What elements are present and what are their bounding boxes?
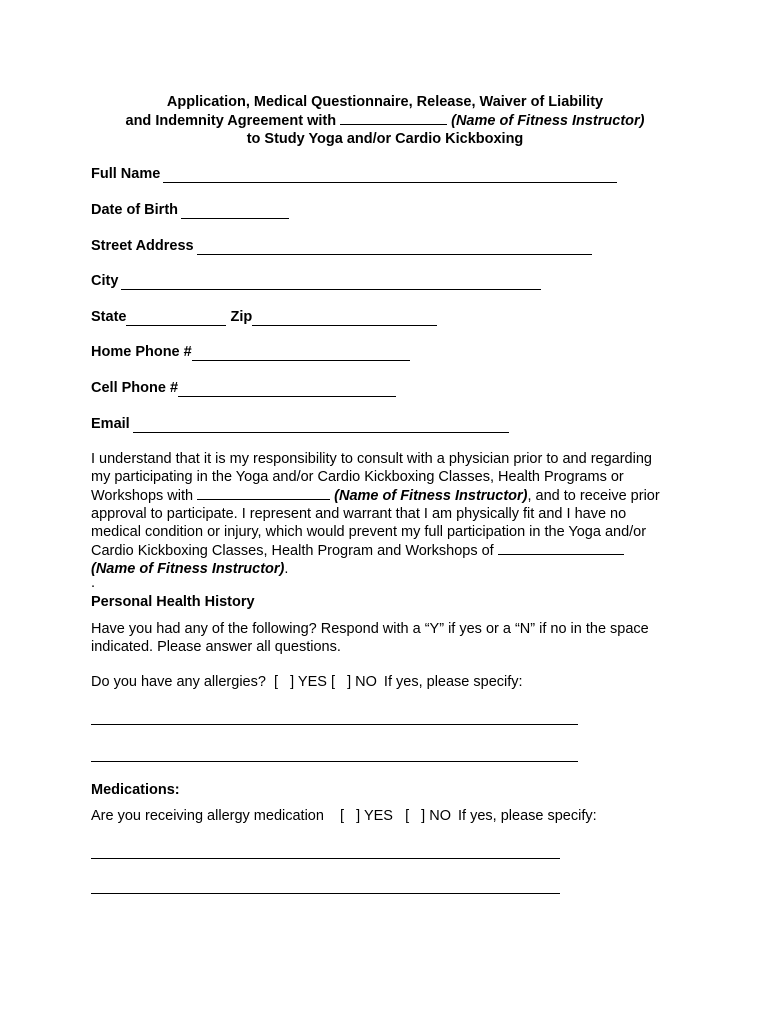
agreement-line-3-end: , and to receive prior: [527, 488, 660, 504]
agreement-line-4: approval to participate. I represent and warrant that I am physically fit and I have no: [91, 506, 627, 522]
agreement-line-2: my participating in the Yoga and/or Cardio Kickboxing Classes, Health Programs or: [91, 469, 624, 485]
date-of-birth-field: [91, 201, 289, 219]
agreement-line-6: [91, 541, 691, 560]
zip-label: Zip: [230, 309, 253, 325]
allergies-no-checkbox[interactable]: [ ]: [330, 674, 352, 690]
form-title: [0, 93, 770, 148]
agreement-line-7: [91, 560, 691, 578]
zip-input[interactable]: [252, 311, 437, 326]
cell-phone-label: Cell Phone #: [91, 380, 179, 396]
email-input[interactable]: [133, 418, 509, 433]
health-intro-line-2: indicated. Please answer all questions.: [91, 639, 341, 655]
medications-specify-line-2[interactable]: [91, 893, 560, 894]
agreement-line-3: [91, 486, 691, 505]
allergies-specify-line-2[interactable]: [91, 761, 578, 762]
agreement-instructor-name-1: (Name of Fitness Instructor): [334, 488, 528, 504]
agreement-paragraph: [91, 450, 691, 578]
title-line-3: to Study Yoga and/or Cardio Kickboxing: [246, 131, 524, 147]
allergies-question: Do you have any allergies?: [91, 674, 266, 690]
instructor-name-blank[interactable]: [340, 111, 447, 125]
medications-specify-line-1[interactable]: [91, 858, 560, 859]
agreement-line-5: medical condition or injury, which would prevent my full participation in the Yoga and/or: [91, 524, 647, 540]
full-name-field: [91, 165, 617, 183]
medications-question: Are you receiving allergy medication: [91, 808, 324, 824]
full-name-input[interactable]: [163, 168, 617, 183]
city-label: City: [91, 273, 119, 289]
full-name-label: Full Name: [91, 166, 161, 182]
street-address-input[interactable]: [197, 240, 592, 255]
medications-heading: Medications:: [91, 782, 180, 798]
city-field: [91, 272, 541, 290]
medications-no-label: NO: [429, 808, 451, 824]
medications-specify-label: If yes, please specify:: [458, 808, 597, 824]
allergies-specify-label: If yes, please specify:: [383, 674, 523, 690]
state-input[interactable]: [126, 311, 226, 326]
agreement-line-6-start: Cardio Kickboxing Classes, Health Program and Workshops of: [91, 543, 494, 559]
agreement-line-3-start: Workshops with: [91, 488, 194, 504]
state-label: State: [91, 309, 127, 325]
street-address-field: [91, 237, 592, 255]
home-phone-input[interactable]: [192, 346, 410, 361]
title-line-2: [0, 111, 770, 130]
allergies-no-label: NO: [355, 674, 377, 690]
health-history-heading: Personal Health History: [91, 594, 255, 610]
allergies-yes-label: YES: [297, 674, 327, 690]
cell-phone-field: [91, 379, 396, 397]
title-line-2-italic: (Name of Fitness Instructor): [451, 113, 645, 129]
date-of-birth-label: Date of Birth: [91, 202, 178, 218]
date-of-birth-input[interactable]: [181, 204, 289, 219]
medications-yes-label: YES: [363, 808, 393, 824]
allergies-yes-checkbox[interactable]: [ ]: [269, 674, 295, 690]
title-line-2-prefix: and Indemnity Agreement with: [125, 113, 337, 129]
agreement-line-7-end: .: [284, 561, 289, 577]
stray-dot: .: [91, 575, 96, 591]
agreement-instructor-blank-1[interactable]: [197, 486, 330, 500]
title-line-1: Application, Medical Questionnaire, Release, Waiver of Liability: [166, 94, 604, 110]
city-input[interactable]: [121, 275, 541, 290]
agreement-instructor-name-2: (Name of Fitness Instructor): [91, 561, 285, 577]
home-phone-label: Home Phone #: [91, 344, 192, 360]
street-address-label: Street Address: [91, 238, 194, 254]
agreement-instructor-blank-2[interactable]: [498, 541, 624, 555]
state-zip-field: [91, 308, 437, 326]
agreement-line-1: I understand that it is my responsibility to consult with a physician prior to and regarding: [91, 451, 652, 467]
medications-yes-checkbox[interactable]: [ ]: [327, 808, 361, 824]
home-phone-field: [91, 343, 410, 361]
allergies-specify-line-1[interactable]: [91, 724, 578, 725]
cell-phone-input[interactable]: [178, 382, 396, 397]
health-intro-line-1: Have you had any of the following? Respond with a “Y” if yes or a “N” if no in the space: [91, 621, 649, 637]
medications-no-checkbox[interactable]: [ ]: [397, 808, 426, 824]
medications-question-row: [91, 807, 597, 825]
allergies-question-row: [91, 673, 523, 691]
email-label: Email: [91, 416, 130, 432]
email-field: [91, 415, 509, 433]
